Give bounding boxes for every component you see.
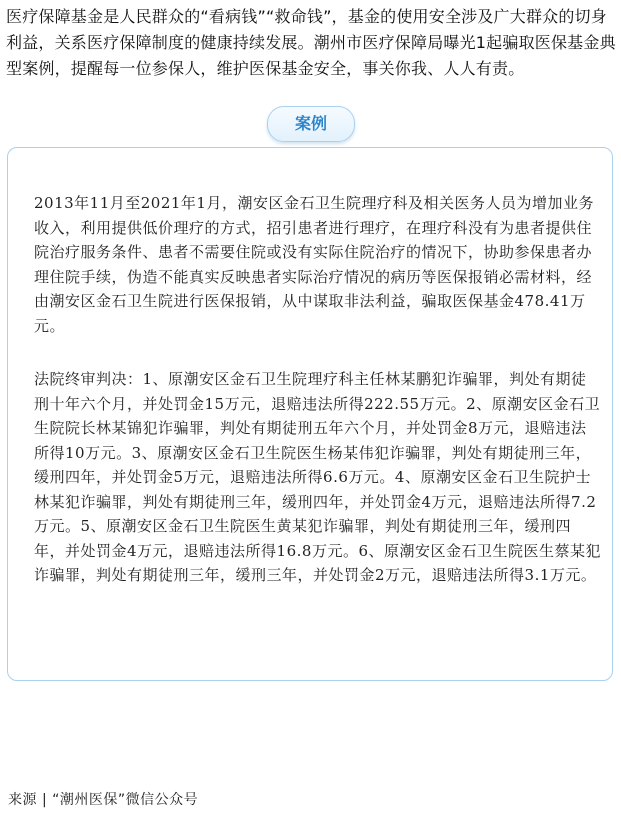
case-label-badge: 案例 [267, 106, 355, 142]
case-paragraph-verdict: 法院终审判决：1、原潮安区金石卫生院理疗科主任林某鹏犯诈骗罪，判处有期徒刑十年六个月，并处罚金15万元，退赔违法所得222.55万元。2、原潮安区金石卫生院院长林某锦犯诈骗罪，判处有期徒刑五年六个月，并处罚金8万元，退赔违法所得10万元。3、原潮安区金石卫生院医生杨某伟犯诈骗罪，判处有期徒刑三年，缓刑四年，并处罚金5万元，退赔违法所得6.6万元。4、原潮安区金石卫生院护士林某犯诈骗罪，判处有期徒刑三年，缓刑四年，并处罚金4万元，退赔违法所得7.2万元。5、原潮安区金石卫生院医生黄某犯诈骗罪，判处有期徒刑三年，缓刑四年，并处罚金4万元，退赔违法所得16.8万元。6、原潮安区金石卫生院医生蔡某犯诈骗罪，判处有期徒刑三年，缓刑三年，并处罚金2万元，退赔违法所得3.1万元。 [34, 370, 601, 584]
case-header [0, 106, 621, 142]
case-paragraph-description: 2013年11月至2021年1月，潮安区金石卫生院理疗科及相关医务人员为增加业务收入，利用提供低价理疗的方式，招引患者进行理疗，在理疗科没有为患者提供住院治疗服务条件、患者不需要住院或没有实际住院治疗的情况下，协助参保患者办理住院手续，伪造不能真实反映患者实际治疗情况的病历等医保报销必需材料，经由潮安区金石卫生院进行医保报销，从中谋取非法利益，骗取医保基金478.41万元。 [34, 194, 594, 335]
intro-paragraph: 医疗保障基金是人民群众的“看病钱”“救命钱”，基金的使用安全涉及广大群众的切身利益，关系医疗保障制度的健康持续发展。潮州市医疗保障局曝光1起骗取医保基金典型案例，提醒每一位参保人，维护医保基金安全，事关你我、人人有责。 [6, 7, 616, 78]
source-credit: 来源 | “潮州医保”微信公众号 [8, 792, 199, 808]
